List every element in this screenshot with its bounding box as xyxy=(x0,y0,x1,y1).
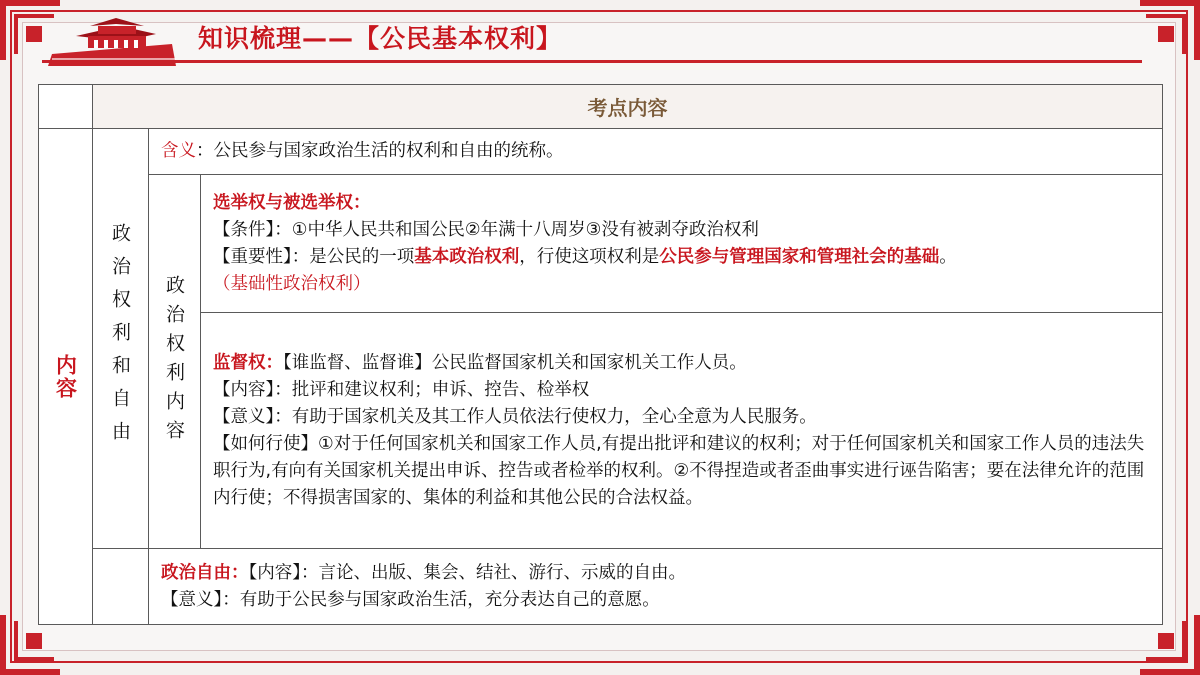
freedom-cell xyxy=(149,549,1163,625)
meaning-cell xyxy=(149,129,1163,175)
freedom-heading: 政治自由： xyxy=(161,562,249,583)
supervision-significance: 【意义】：有助于国家机关及其工作人员依法行使权力，全心全意为人民服务。 xyxy=(213,406,817,427)
header-corner-cell xyxy=(39,85,93,129)
corner-ornament xyxy=(1140,0,1200,60)
table-header: 考点内容 xyxy=(93,85,1163,129)
freedom-left-cell xyxy=(93,549,149,625)
supervision-content: 【内容】：批评和建议权利；申诉、控告、检举权 xyxy=(213,379,590,400)
freedom-content: 【内容】：言论、出版、集会、结社、游行、示威的自由。 xyxy=(248,562,686,583)
meaning-label: 含义 xyxy=(161,141,196,161)
supervision-how: 【如何行使】①对于任何国家机关和国家工作人员,有提出批评和建议的权利；对于任何国家机关和国家工作人员的违法失职行为,有向有关国家机关提出申诉、控告或者检举的权利。②不得捏造或者歪曲事实进行诬告陷害；要在法律允许的范围内行使；不得损害国家的、集体的利益和其他公民的合法权益。 xyxy=(213,433,1145,508)
tiananmen-icon xyxy=(42,14,182,66)
page-title: 知识梳理——【公民基本权利】 xyxy=(198,24,563,53)
election-cell xyxy=(201,175,1163,313)
title-divider xyxy=(42,60,1142,63)
election-note: （基础性政治权利） xyxy=(213,273,371,294)
rights-content-label: 政治权利内容 xyxy=(163,274,185,449)
supervision-cell xyxy=(201,313,1163,549)
election-importance: 【重要性】：是公民的一项基本政治权利，行使这项权利是公民参与管理国家和管理社会的基础。 xyxy=(213,246,957,267)
freedom-significance: 【意义】：有助于公民参与国家政治生活，充分表达自己的意愿。 xyxy=(161,589,660,610)
political-rights-label: 政治权利和自由 xyxy=(109,223,131,454)
content-label-cell xyxy=(39,129,93,625)
election-heading: 选举权与被选举权： xyxy=(213,192,371,213)
political-rights-cell xyxy=(93,129,149,549)
content-label: 内容 xyxy=(53,353,78,400)
meaning-text: ：公民参与国家政治生活的权利和自由的统称。 xyxy=(196,141,564,161)
supervision-who: 【谁监督、监督谁】公民监督国家机关和国家机关工作人员。 xyxy=(283,352,747,373)
election-conditions: 【条件】：①中华人民共和国公民②年满十八周岁③没有被剥夺政治权利 xyxy=(213,219,759,240)
knowledge-table xyxy=(38,84,1163,625)
supervision-heading: 监督权： xyxy=(213,352,283,373)
rights-content-cell xyxy=(149,175,201,549)
